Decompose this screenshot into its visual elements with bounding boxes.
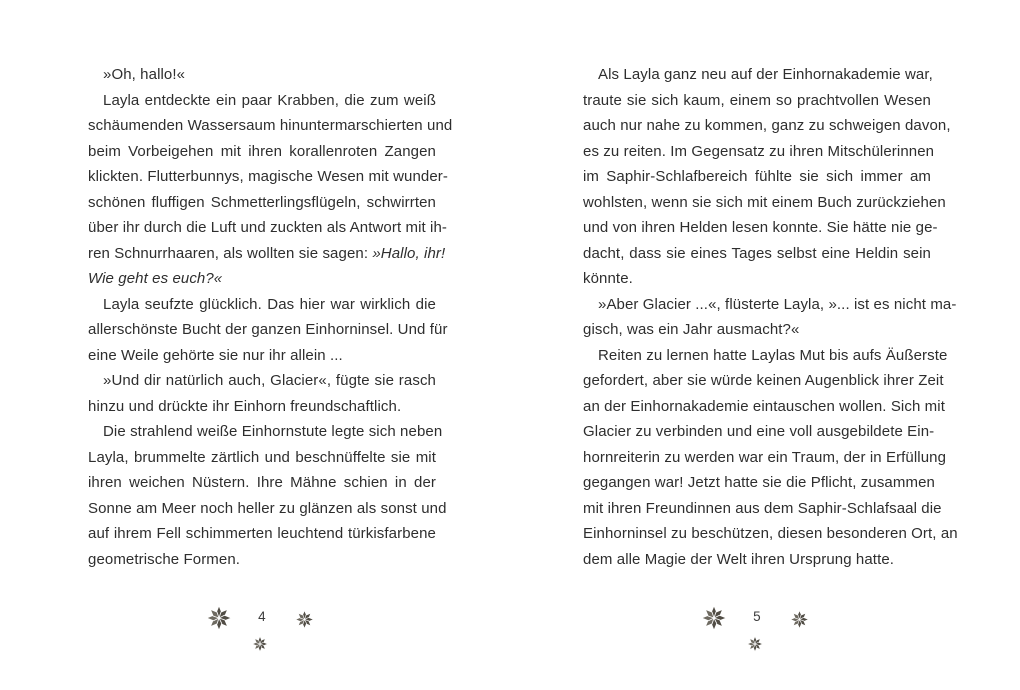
star-icon: [252, 636, 268, 652]
text-line: beim Vorbeigehen mit ihren korallenroten Zangen: [88, 142, 436, 160]
text-line: Reiten zu lernen hatte Laylas Mut bis aufs Äußerste: [598, 346, 948, 364]
text-line: Layla, brummelte zärtlich und beschnüffelte sie mit: [88, 448, 436, 466]
text-line: ihren weichen Nüstern. Ihre Mähne schien in der: [88, 474, 436, 491]
star-icon: [747, 636, 763, 652]
star-icon: [295, 610, 314, 629]
text-line: »Und dir natürlich auch, Glacier«, fügte sie rasch: [103, 372, 436, 389]
page-footer: [88, 603, 436, 663]
text-line: hornreiterin zu werden war ein Traum, der in Erfüllung: [583, 448, 947, 466]
text-line: und von ihren Helden lesen konnte. Sie hätte nie ge-: [583, 219, 938, 236]
page-number: 4: [258, 609, 266, 624]
text-line: dem alle Magie der Welt ihren Ursprung hatte.: [583, 550, 895, 568]
page-text: [583, 62, 958, 572]
star-icon: [206, 605, 232, 631]
text-line: es zu reiten. Im Gegensatz zu ihren Mitschülerinnen: [583, 142, 935, 160]
text-line: »Oh, hallo!«: [103, 66, 186, 83]
text-line: schönen fluffigen Schmetterlingsflügeln, schwirrten: [88, 193, 436, 211]
text-line: auch nur nahe zu kommen, ganz zu schweigen davon,: [583, 117, 951, 134]
text-line: ren Schnurrhaaren, als wollten sie sagen: »Hallo, ihr!: [88, 244, 446, 262]
text-line: gegangen war! Jetzt hatte sie die Pflicht, zusammen: [583, 474, 935, 491]
text-line: Sonne am Meer noch heller zu glänzen als sonst und: [88, 499, 447, 517]
text-line: Glacier zu verbinden und eine voll ausgebildete Ein-: [583, 423, 935, 440]
page-text: [88, 62, 453, 572]
text-line: an der Einhornakademie eintauschen wollen. Sich mit: [583, 397, 945, 415]
page-number: 5: [753, 609, 761, 624]
text-line: auf ihrem Fell schimmerten leuchtend türkisfarbene: [88, 525, 436, 542]
text-line: eine Weile gehörte sie nur ihr allein ...: [88, 346, 343, 364]
text-line: Layla seufzte glücklich. Das hier war wirklich die: [103, 295, 436, 313]
page-left: [88, 62, 453, 668]
text-line: traute sie sich kaum, einem so prachtvollen Wesen: [583, 91, 931, 109]
text-line: Layla entdeckte ein paar Krabben, die zum weiß: [103, 91, 436, 109]
text-line: geometrische Formen.: [88, 550, 241, 568]
text-line: über ihr durch die Luft und zuckten als Antwort mit ih-: [88, 219, 448, 236]
text-line: mit ihren Freundinnen aus dem Saphir-Schlafsaal die: [583, 499, 942, 517]
page-footer: [583, 603, 931, 663]
text-line: könnte.: [583, 270, 633, 287]
star-icon: [701, 605, 727, 631]
text-line: wohlsten, wenn sie sich mit einem Buch zurückziehen: [583, 193, 946, 211]
text-line: allerschönste Bucht der ganzen Einhorninsel. Und für: [88, 321, 448, 338]
text-line: hinzu und drückte ihr Einhorn freundschaftlich.: [88, 397, 402, 415]
text-line: Die strahlend weiße Einhornstute legte sich neben: [103, 423, 443, 440]
text-line: schäumenden Wassersaum hinuntermarschierten und: [88, 117, 453, 134]
text-line: Einhorninsel zu beschützen, diesen besonderen Ort, an: [583, 525, 958, 542]
text-line: Wie geht es euch?«: [88, 270, 223, 287]
text-line: im Saphir-Schlafbereich fühlte sie sich immer am: [583, 168, 931, 185]
text-line: klickten. Flutterbunnys, magische Wesen mit wunder-: [88, 168, 448, 185]
star-icon: [790, 610, 809, 629]
text-line: Als Layla ganz neu auf der Einhornakademie war,: [598, 66, 933, 83]
text-line: dacht, dass sie eines Tages selbst eine Heldin sein: [583, 244, 931, 262]
text-line: »Aber Glacier ...«, flüsterte Layla, »... ist es nicht ma-: [598, 295, 957, 313]
text-line: gefordert, aber sie würde keinen Augenblick ihrer Zeit: [583, 372, 944, 389]
text-line: gisch, was ein Jahr ausmacht?«: [583, 321, 800, 338]
page-right: [583, 62, 958, 668]
